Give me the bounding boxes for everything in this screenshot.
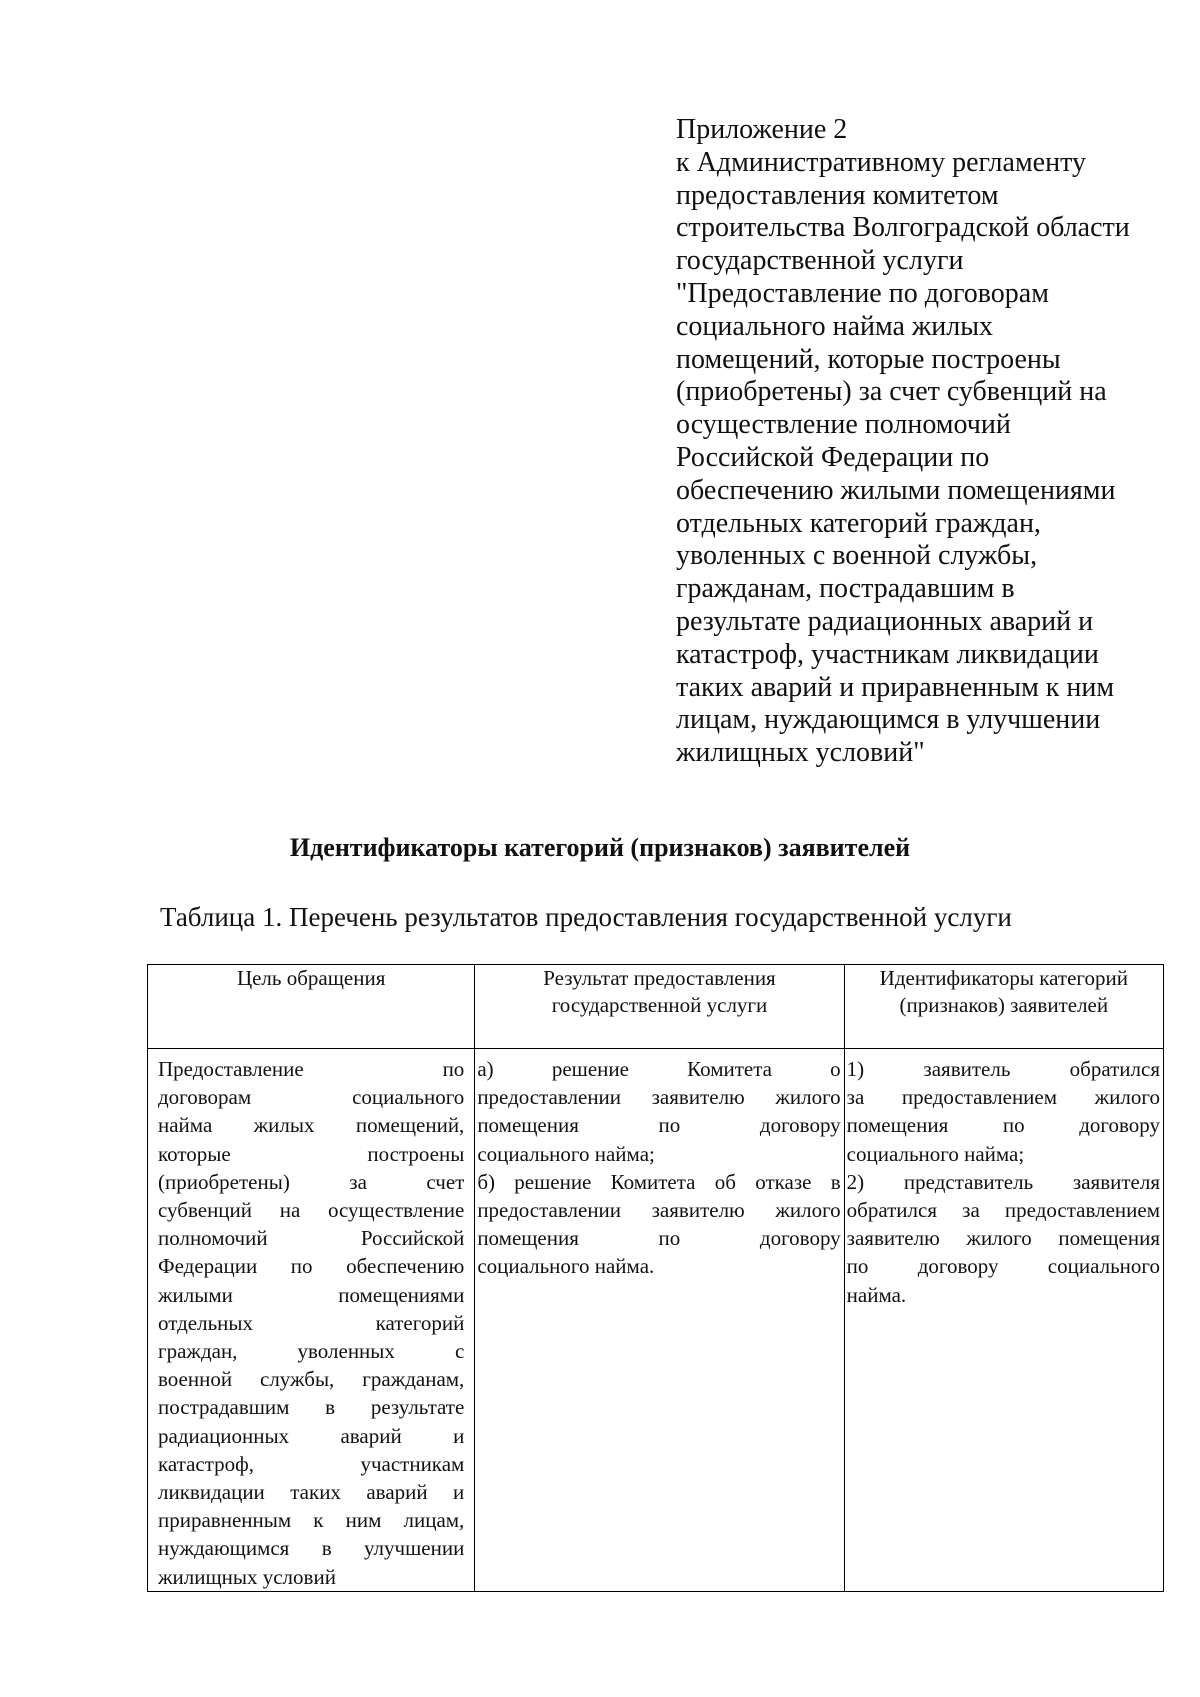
cell-line: социального найма; [477, 1141, 655, 1166]
cell-line: по договору социального [846, 1254, 1160, 1279]
header-identifiers [844, 965, 1163, 1049]
cell-line: приравненным к ним лицам, [158, 1508, 465, 1533]
appendix-line: лицам, нуждающимся в улучшении [676, 704, 1101, 736]
cell-line: социального найма; [846, 1141, 1025, 1166]
cell-line: предоставлении заявителю жилого [477, 1198, 841, 1223]
appendix-line: отдельных категорий граждан, [676, 507, 1041, 539]
cell-line: (приобретены) за счет [158, 1169, 465, 1194]
cell-line: предоставлении заявителю жилого [477, 1085, 841, 1110]
cell-line: которые построены [158, 1141, 465, 1166]
cell-line: субвенций на осуществление [158, 1198, 465, 1223]
results-table [147, 964, 1164, 1592]
cell-line: помещения по договору [477, 1113, 841, 1138]
table-header-row [148, 965, 1164, 1049]
appendix-line: строительства Волгоградской области [676, 212, 1130, 244]
appendix-line: к Административному регламенту [676, 146, 1086, 178]
cell-line: нуждающимся в улучшении [158, 1536, 465, 1561]
header-purpose [148, 965, 475, 1049]
appendix-line: результате радиационных аварий и [676, 605, 1094, 637]
appendix-line: предоставления комитетом [676, 179, 999, 211]
cell-line: а) решение Комитета о [477, 1057, 841, 1081]
appendix-line: таких аварий и приравненным к ним [676, 671, 1115, 703]
result-text [475, 1055, 843, 1281]
appendix-line: катастроф, участникам ликвидации [676, 638, 1099, 670]
cell-line: 2) представитель заявителя [846, 1169, 1160, 1194]
cell-line: социального найма. [477, 1254, 655, 1279]
cell-line: б) решение Комитета об отказе в [477, 1169, 841, 1194]
cell-line: помещения по договору [477, 1226, 841, 1251]
cell-identifiers [844, 1049, 1163, 1592]
table-row [148, 1049, 1164, 1592]
cell-line: Предоставление по [158, 1057, 465, 1081]
cell-purpose [148, 1049, 475, 1592]
cell-line: катастроф, участникам [158, 1451, 465, 1476]
identifiers-text [845, 1055, 1163, 1309]
cell-line: радиационных аварий и [158, 1423, 465, 1448]
table-caption: Таблица 1. Перечень результатов предоставления государственной услуги [160, 902, 1012, 932]
cell-line: за предоставлением жилого [846, 1085, 1160, 1110]
cell-line: жилыми помещениями [158, 1282, 465, 1307]
cell-line: заявителю жилого помещения [846, 1226, 1160, 1251]
cell-result [475, 1049, 844, 1592]
appendix-note [676, 114, 1146, 770]
cell-line: найма. [846, 1282, 907, 1307]
cell-line: полномочий Российской [158, 1226, 465, 1251]
appendix-line: помещений, которые построены [676, 343, 1061, 375]
cell-line: договорам социального [158, 1085, 465, 1110]
header-line: государственной услуги [551, 993, 768, 1017]
cell-line: отдельных категорий [158, 1310, 465, 1335]
cell-line: обратился за предоставлением [846, 1198, 1160, 1223]
header-line: Идентификаторы категорий [879, 966, 1128, 990]
appendix-line: государственной услуги [676, 245, 964, 277]
cell-line: помещения по договору [846, 1113, 1160, 1138]
purpose-text [148, 1055, 474, 1591]
cell-line: найма жилых помещений, [158, 1113, 465, 1138]
appendix-line: гражданам, пострадавшим в [676, 573, 1015, 605]
appendix-line: Российской Федерации по [676, 441, 990, 473]
appendix-line: Приложение 2 [676, 114, 848, 145]
cell-line: ликвидации таких аварий и [158, 1480, 465, 1505]
appendix-line: обеспечению жилыми помещениями [676, 474, 1116, 506]
header-line: Результат предоставления [543, 966, 776, 990]
header-result [475, 965, 844, 1049]
cell-line: пострадавшим в результате [158, 1395, 465, 1420]
cell-line: 1) заявитель обратился [846, 1057, 1160, 1081]
header-line: Цель обращения [236, 966, 386, 990]
appendix-line: социального найма жилых [676, 310, 994, 342]
appendix-line: "Предоставление по договорам [676, 277, 1049, 309]
appendix-line: уволенных с военной службы, [676, 540, 1038, 572]
appendix-line: жилищных условий" [676, 737, 925, 769]
header-line: (признаков) заявителей [899, 993, 1109, 1017]
cell-line: Федерации по обеспечению [158, 1254, 465, 1279]
document-title: Идентификаторы категорий (признаков) заявителей [289, 833, 911, 862]
cell-line: жилищных условий [158, 1564, 336, 1589]
cell-line: граждан, уволенных с [158, 1339, 465, 1364]
cell-line: военной службы, гражданам, [158, 1367, 465, 1392]
appendix-line: осуществление полномочий [676, 409, 1011, 441]
appendix-line: (приобретены) за счет субвенций на [676, 376, 1107, 408]
